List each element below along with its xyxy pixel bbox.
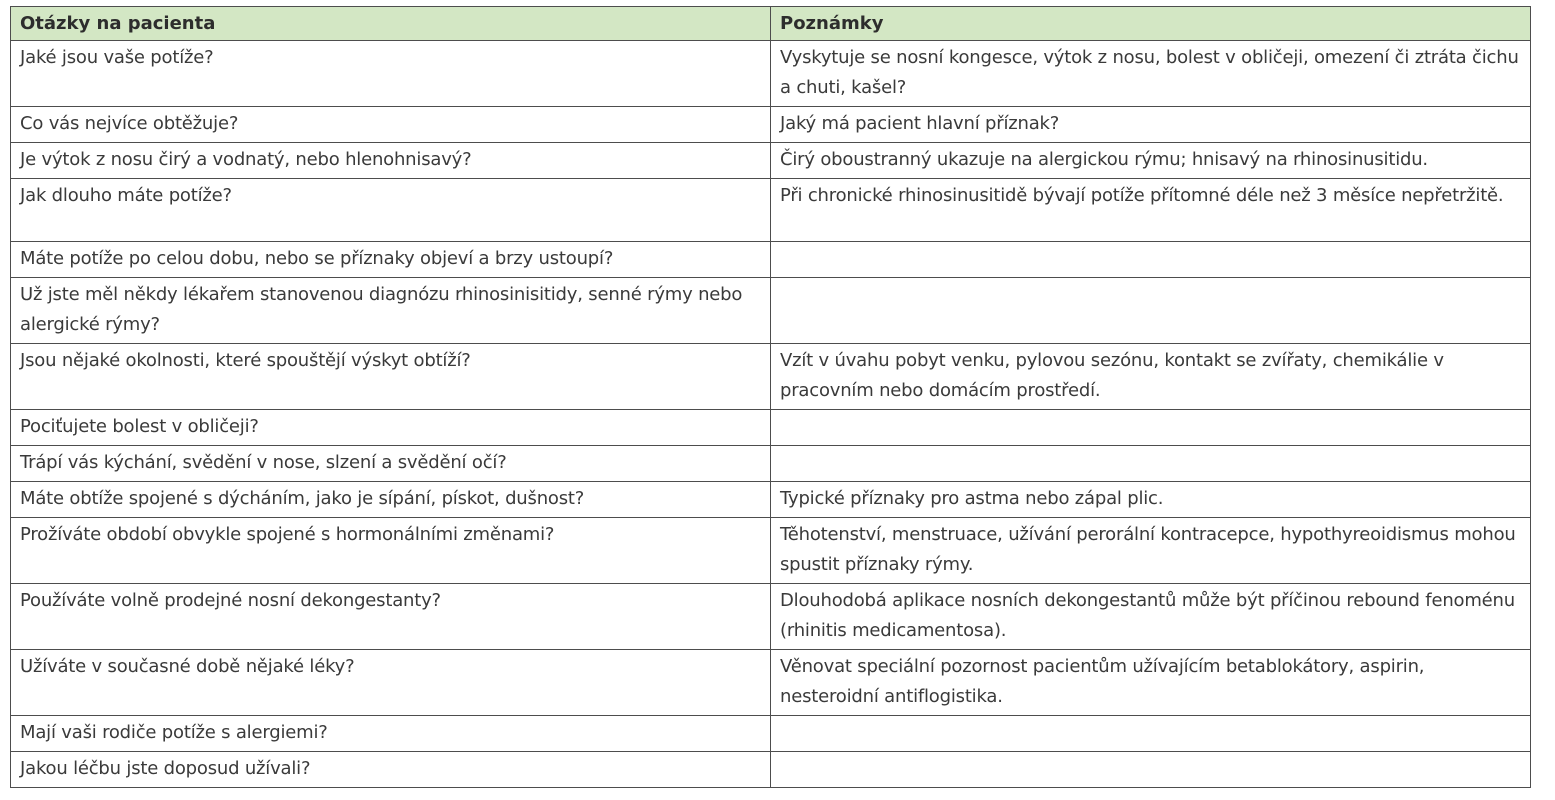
question-cell: Máte obtíže spojené s dýcháním, jako je sípání, pískot, dušnost? [11, 482, 771, 518]
question-cell: Už jste měl někdy lékařem stanovenou diagnózu rhinosinisitidy, senné rýmy nebo alergické rýmy? [11, 278, 771, 344]
note-cell: Vzít v úvahu pobyt venku, pylovou sezónu, kontakt se zvířaty, chemikálie v pracovním nebo domácím prostředí. [771, 344, 1531, 410]
patient-questions-table-wrapper [10, 6, 1530, 788]
note-cell: Vyskytuje se nosní kongesce, výtok z nosu, bolest v obličeji, omezení či ztráta čichu a chuti, kašel? [771, 41, 1531, 107]
note-cell: Při chronické rhinosinusitidě bývají potíže přítomné déle než 3 měsíce nepřetržitě. [771, 179, 1531, 242]
table-row [11, 344, 1531, 410]
note-cell: Dlouhodobá aplikace nosních dekongestantů může být příčinou rebound fenoménu (rhinitis medicamentosa). [771, 584, 1531, 650]
table-row [11, 107, 1531, 143]
table-row [11, 518, 1531, 584]
note-cell [771, 242, 1531, 278]
table-row [11, 410, 1531, 446]
question-cell: Jaké jsou vaše potíže? [11, 41, 771, 107]
table-row [11, 278, 1531, 344]
note-cell [771, 716, 1531, 752]
question-cell: Trápí vás kýchání, svědění v nose, slzení a svědění očí? [11, 446, 771, 482]
question-cell: Máte potíže po celou dobu, nebo se příznaky objeví a brzy ustoupí? [11, 242, 771, 278]
table-row [11, 446, 1531, 482]
note-cell [771, 752, 1531, 788]
question-cell: Je výtok z nosu čirý a vodnatý, nebo hlenohnisavý? [11, 143, 771, 179]
table-row [11, 482, 1531, 518]
note-cell: Čirý oboustranný ukazuje na alergickou rýmu; hnisavý na rhinosinusitidu. [771, 143, 1531, 179]
question-cell: Používáte volně prodejné nosní dekongestanty? [11, 584, 771, 650]
note-cell: Jaký má pacient hlavní příznak? [771, 107, 1531, 143]
note-cell: Těhotenství, menstruace, užívání perorální kontracepce, hypothyreoidismus mohou spustit příznaky rýmy. [771, 518, 1531, 584]
question-cell: Jakou léčbu jste doposud užívali? [11, 752, 771, 788]
header-questions: Otázky na pacienta [11, 7, 771, 41]
note-cell: Typické příznaky pro astma nebo zápal plic. [771, 482, 1531, 518]
note-cell [771, 410, 1531, 446]
table-row [11, 752, 1531, 788]
question-cell: Jsou nějaké okolnosti, které spouštějí výskyt obtíží? [11, 344, 771, 410]
question-cell: Jak dlouho máte potíže? [11, 179, 771, 242]
header-notes: Poznámky [771, 7, 1531, 41]
table-row [11, 650, 1531, 716]
patient-questions-table [10, 6, 1531, 788]
question-cell: Prožíváte období obvykle spojené s hormonálními změnami? [11, 518, 771, 584]
table-row [11, 41, 1531, 107]
question-cell: Pociťujete bolest v obličeji? [11, 410, 771, 446]
table-row [11, 179, 1531, 242]
table-row [11, 143, 1531, 179]
question-cell: Co vás nejvíce obtěžuje? [11, 107, 771, 143]
table-row [11, 584, 1531, 650]
note-cell [771, 278, 1531, 344]
note-cell: Věnovat speciální pozornost pacientům užívajícím betablokátory, aspirin, nesteroidní antiflogistika. [771, 650, 1531, 716]
table-row [11, 242, 1531, 278]
note-cell [771, 446, 1531, 482]
table-header-row [11, 7, 1531, 41]
table-row [11, 716, 1531, 752]
question-cell: Mají vaši rodiče potíže s alergiemi? [11, 716, 771, 752]
question-cell: Užíváte v současné době nějaké léky? [11, 650, 771, 716]
